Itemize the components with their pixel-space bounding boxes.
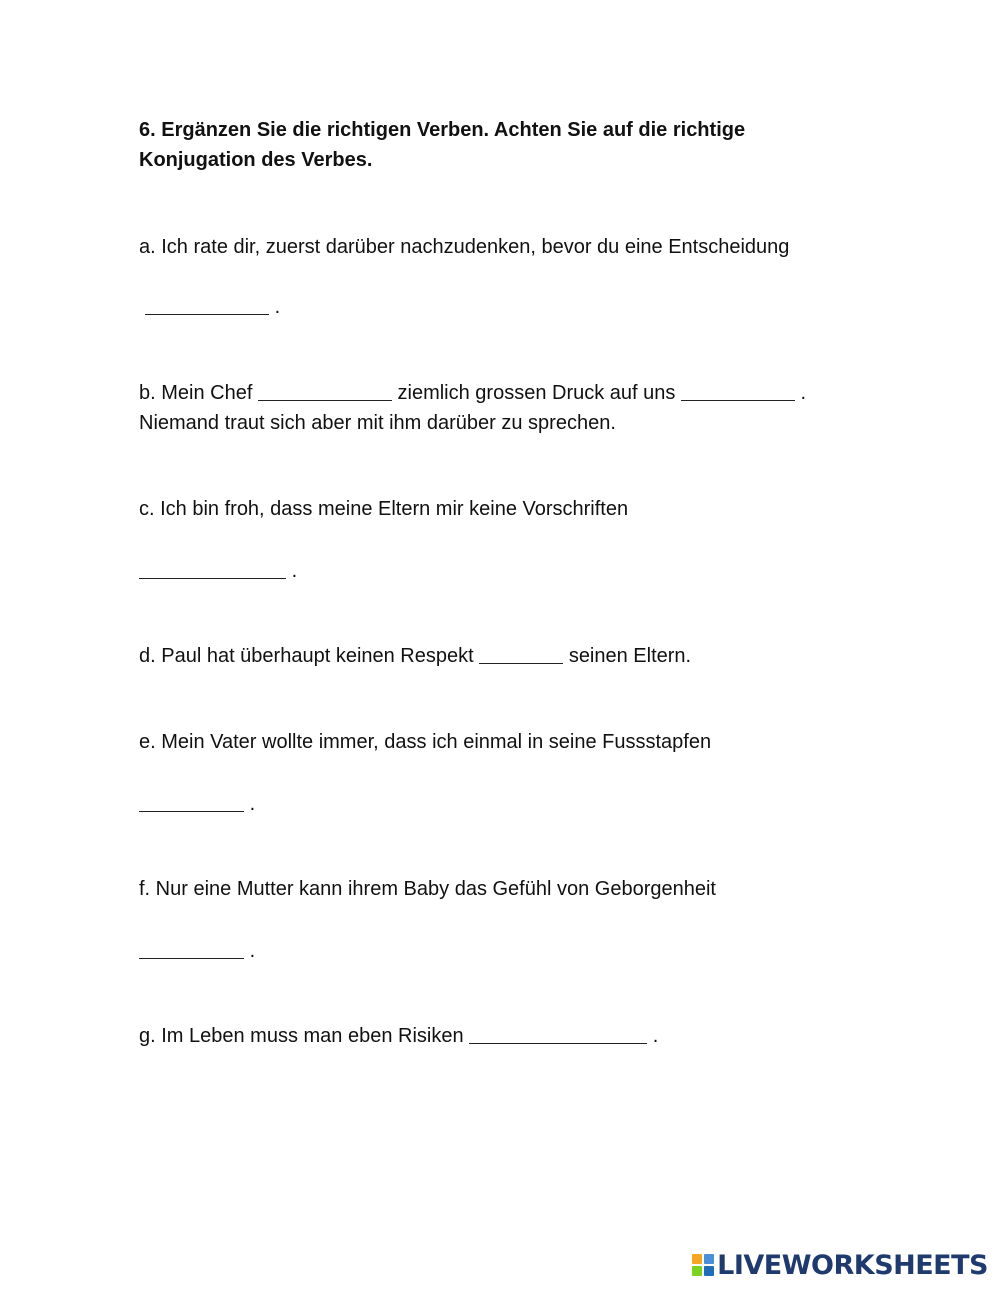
- task-heading-line-1: 6. Ergänzen Sie die richtigen Verben. Achten Sie auf die richtige: [139, 119, 746, 141]
- logo-block-blue: [704, 1254, 714, 1264]
- item-b-part2: ziemlich grossen Druck auf uns: [397, 382, 676, 404]
- item-b-part1: b. Mein Chef: [139, 382, 253, 404]
- worksheet: [139, 0, 879, 1294]
- logo-block-orange: [692, 1254, 702, 1264]
- item-e-answer-line: [139, 789, 255, 819]
- item-b-blank-1[interactable]: [258, 382, 392, 401]
- item-f-text: f. Nur eine Mutter kann ihrem Baby das Gefühl von Geborgenheit: [139, 878, 716, 900]
- item-c-end: .: [291, 560, 298, 582]
- logo-block-navy: [704, 1266, 714, 1276]
- item-b-end: .: [800, 382, 807, 404]
- item-g-blank[interactable]: [469, 1025, 647, 1044]
- item-a-blank[interactable]: [145, 296, 269, 315]
- item-d-blank[interactable]: [479, 645, 563, 664]
- logo-block-green: [692, 1266, 702, 1276]
- logo-text: LIVEWORKSHEETS: [717, 1249, 988, 1281]
- liveworksheets-blocks-icon: [692, 1254, 714, 1276]
- task-heading-line-2: Konjugation des Verbes.: [139, 149, 373, 171]
- item-g-part1: g. Im Leben muss man eben Risiken: [139, 1025, 464, 1047]
- item-g-end: .: [652, 1025, 659, 1047]
- item-b-line-1: [139, 378, 806, 408]
- item-f-answer-line: [139, 936, 255, 966]
- item-e-end: .: [249, 793, 256, 815]
- item-b-line-2: Niemand traut sich aber mit ihm darüber zu sprechen.: [139, 412, 616, 434]
- item-e-text: e. Mein Vater wollte immer, dass ich einmal in seine Fussstapfen: [139, 731, 712, 753]
- item-d-part1: d. Paul hat überhaupt keinen Respekt: [139, 645, 474, 667]
- item-c-text: c. Ich bin froh, dass meine Eltern mir keine Vorschriften: [139, 498, 629, 520]
- item-a-text: a. Ich rate dir, zuerst darüber nachzudenken, bevor du eine Entscheidung: [139, 236, 790, 258]
- item-a-answer-line: [139, 292, 280, 322]
- item-a-end: .: [274, 296, 281, 318]
- item-c-blank[interactable]: [139, 560, 286, 579]
- item-b-blank-2[interactable]: [681, 382, 795, 401]
- item-g-line: [139, 1021, 658, 1051]
- item-c-answer-line: [139, 556, 297, 586]
- liveworksheets-logo: [692, 1250, 988, 1280]
- item-e-blank[interactable]: [139, 793, 244, 812]
- item-f-end: .: [249, 940, 256, 962]
- item-d-line: [139, 641, 691, 671]
- item-d-part2: seinen Eltern.: [568, 645, 692, 667]
- item-f-blank[interactable]: [139, 940, 244, 959]
